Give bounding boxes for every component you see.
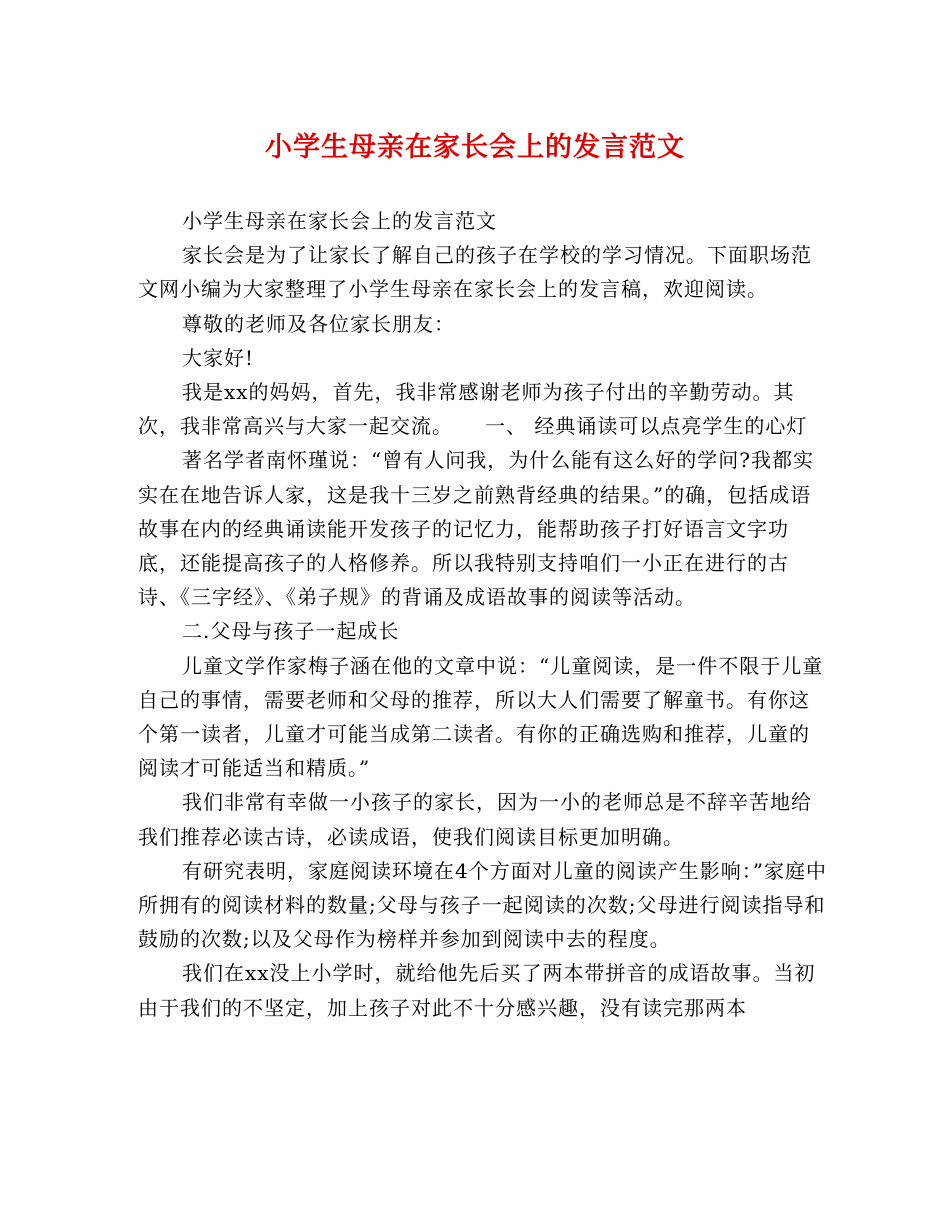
document-body bbox=[138, 204, 828, 1025]
paragraph-classics: 著名学者南怀瑾说：“曾有人问我，为什么能有这么好的学问?我都实实在在地告诉人家，这是我十三岁之前熟背经典的结果。”的确，包括成语故事在内的经典诵读能开发孩子的记忆力，能帮助孩子打好语言文字功底，还能提高孩子的人格修养。所以我特别支持咱们一小正在进行的古诗、《三字经》、《弟子规》的背诵及成语故事的阅读等活动。 bbox=[138, 448, 814, 610]
paragraph-intro: 家长会是为了让家长了解自己的孩子在学校的学习情况。下面职场范文网小编为大家整理了小学生母亲在家长会上的发言稿，欢迎阅读。 bbox=[138, 243, 812, 302]
paragraph-section-two: 二.父母与孩子一起成长 bbox=[182, 619, 400, 644]
paragraph-greeting: 大家好! bbox=[182, 345, 255, 370]
paragraph-teachers: 我们非常有幸做一小孩子的家长，因为一小的老师总是不辞辛苦地给我们推荐必读古诗，必读成语，使我们阅读目标更加明确。 bbox=[138, 790, 812, 849]
paragraph-quote: 儿童文学作家梅子涵在他的文章中说：“儿童阅读，是一件不限于儿童自己的事情，需要老师和父母的推荐，所以大人们需要了解童书。有你这个第一读者，儿童才可能当成第二读者。有你的正确选购和推荐，儿童的阅读才可能适当和精质。” bbox=[138, 653, 824, 781]
paragraph-research: 有研究表明，家庭阅读环境在4个方面对儿童的阅读产生影响：”家庭中所拥有的阅读材料的数量;父母与孩子一起阅读的次数;父母进行阅读指导和鼓励的次数;以及父母作为榜样并参加到阅读中去的程度。 bbox=[138, 858, 827, 952]
paragraph-story: 我们在xx没上小学时，就给他先后买了两本带拼音的成语故事。当初由于我们的不坚定，加上孩子对此不十分感兴趣，没有读完那两本 bbox=[138, 961, 816, 1020]
paragraph-salutation: 尊敬的老师及各位家长朋友： bbox=[182, 311, 455, 336]
paragraph-self-intro: 我是xx的妈妈，首先，我非常感谢老师为孩子付出的辛勤劳动。其次，我非常高兴与大家一起交流。 一、 经典诵读可以点亮学生的心灯 bbox=[138, 380, 808, 439]
paragraph-heading: 小学生母亲在家长会上的发言范文 bbox=[182, 209, 497, 233]
document-title: 小学生母亲在家长会上的发言范文 bbox=[265, 132, 685, 163]
